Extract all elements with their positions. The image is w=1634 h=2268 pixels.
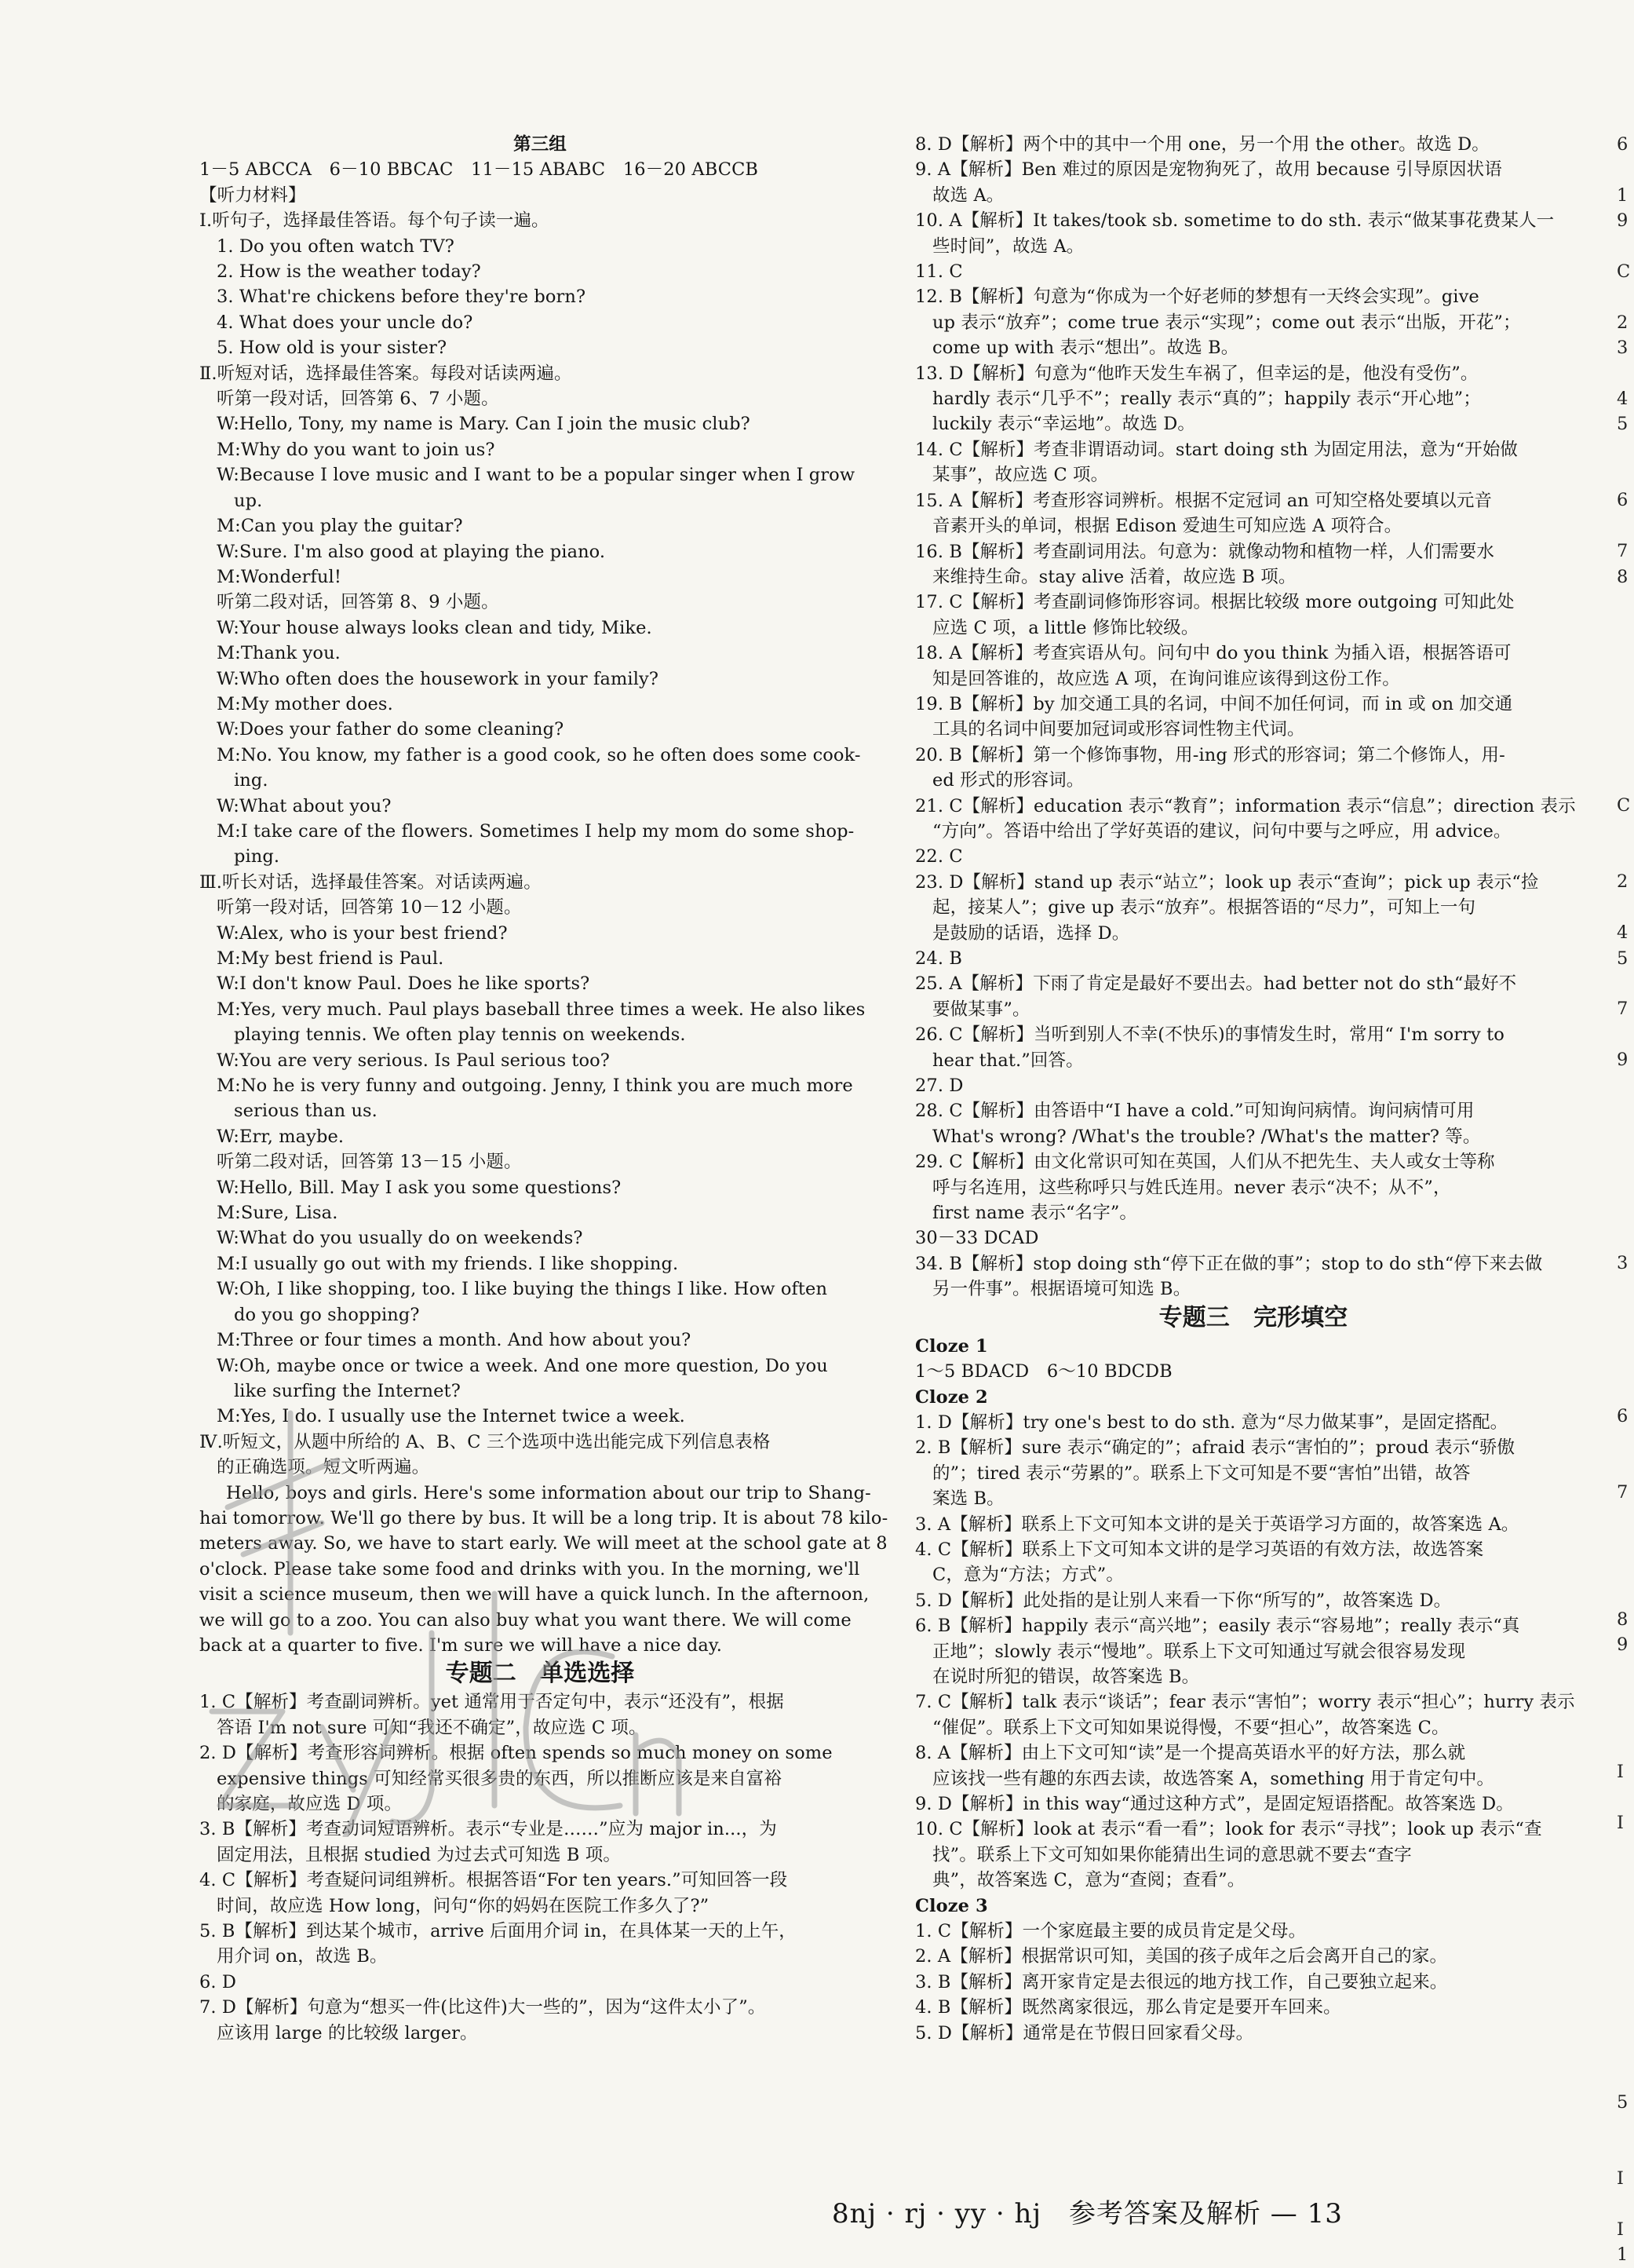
edge-digit — [1617, 1353, 1634, 1378]
right-text-line: C，意为“方法；方式”。 — [932, 1565, 1124, 1586]
left-text-line: ing. — [234, 770, 268, 791]
edge-digit — [1617, 361, 1634, 386]
edge-digit — [1617, 844, 1634, 869]
right-text-line: 13. D【解析】句意为“他昨天发生车祸了，但幸运的是，他没有受伤”。 — [915, 363, 1479, 384]
left-text-line: 4. What does your uncle do? — [217, 312, 473, 333]
left-text-line: W:I don't know Paul. Does he like sports? — [217, 973, 590, 995]
edge-digit — [1617, 2039, 1634, 2064]
right-text-line: 10. A【解析】It takes/took sb. sometime to do sth. 表示“做某事花费某人一 — [915, 210, 1555, 232]
edge-digit: 1 — [1617, 184, 1629, 206]
edge-digit — [1617, 742, 1634, 767]
edge-digit: 2 — [1617, 871, 1629, 893]
edge-digit: I — [1617, 2168, 1624, 2189]
left-text-line: Ⅲ.听长对话，选择最佳答案。对话读两遍。 — [199, 871, 542, 893]
left-text-line: Ⅰ.听句子，选择最佳答语。每个句子读一遍。 — [199, 210, 549, 232]
edge-digit — [1617, 2014, 1634, 2039]
left-text-line: M:Wonderful! — [217, 566, 341, 587]
edge-digit — [1617, 157, 1634, 182]
left-text-line: W:Hello, Tony, my name is Mary. Can I join the music club? — [217, 414, 750, 435]
right-text-line: 案选 B。 — [932, 1488, 1005, 1510]
edge-digit — [1617, 641, 1634, 666]
right-text-line: 7. C【解析】talk 表示“谈话”；fear 表示“害怕”；worry 表示“担心”；hurry 表示 — [915, 1692, 1575, 1713]
left-text-line: like surfing the Internet? — [234, 1380, 461, 1401]
edge-digit — [1617, 1098, 1634, 1123]
edge-digit: 7 — [1617, 999, 1629, 1020]
right-text-line: 21. C【解析】education 表示“教育”；information 表示“信息”；direction 表示 — [915, 795, 1576, 816]
edge-digit — [1617, 1886, 1634, 1912]
left-text-line: M:I usually go out with my friends. I like shopping. — [217, 1253, 679, 1274]
edge-digit — [1617, 1378, 1634, 1403]
right-text-line: come up with 表示“想出”。故选 B。 — [932, 338, 1239, 359]
edge-digit: 1 — [1617, 2244, 1629, 2266]
left-text-line: 3. B【解析】考查动词短语辨析。表示“专业是……”应为 major in...，为 — [199, 1819, 777, 1840]
edge-digit — [1617, 717, 1634, 742]
right-text-line: 4. B【解析】既然离家很远，那么肯定是要开车回来。 — [915, 1997, 1341, 2018]
left-text-line: W:Alex, who is your best friend? — [217, 922, 508, 944]
left-text-line: Ⅱ.听短对话，选择最佳答案。每段对话读两遍。 — [199, 363, 572, 384]
right-text-line: up 表示“放弃”；come true 表示“实现”；come out 表示“出版，开花”； — [932, 312, 1521, 333]
right-text-line: 19. B【解析】by 加交通工具的名词，中间不加任何词，而 in 或 on 加交通 — [915, 693, 1513, 714]
left-text-line: playing tennis. We often play tennis on weekends. — [234, 1024, 686, 1046]
left-text-line: M:Sure, Lisa. — [217, 1203, 338, 1224]
right-text-line: 1. C【解析】一个家庭最主要的成员肯定是父母。 — [915, 1921, 1307, 1942]
left-text-line: M:Thank you. — [217, 643, 341, 664]
right-text-line: 工具的名词中间要加冠词或形容词性物主代词。 — [932, 719, 1305, 740]
left-text-line: 【听力材料】 — [199, 184, 306, 206]
right-text-line: 18. A【解析】考查宾语从句。问句中 do you think 为插入语，根据答语可 — [915, 643, 1512, 664]
left-column — [199, 132, 888, 2046]
edge-digit: I — [1617, 2219, 1624, 2241]
left-text-line: W:Who often does the housework in your family? — [217, 668, 658, 689]
adjacent-page-edge — [1617, 132, 1634, 2268]
edge-digit — [1617, 1327, 1634, 1352]
edge-digit — [1617, 1581, 1634, 1606]
edge-digit — [1617, 1276, 1634, 1302]
right-text-line: 11. C — [915, 261, 963, 283]
left-text-line: M:I take care of the flowers. Sometimes I help my mom do some shop- — [217, 820, 855, 842]
left-text-line: 4. C【解析】考查疑问词组辨析。根据答语“For ten years.”可知回答一段 — [199, 1870, 788, 1891]
left-text-line: W:You are very serious. Is Paul serious too? — [217, 1050, 610, 1071]
edge-digit — [1617, 234, 1634, 259]
edge-digit: 4 — [1617, 388, 1629, 409]
left-text-line: 7. D【解析】句意为“想买一件(比这件)大一些的”，因为“这件太小了”。 — [199, 1997, 766, 2018]
left-text-line: visit a science museum, then we will have a quick lunch. In the afternoon, — [199, 1584, 870, 1605]
edge-digit: 9 — [1617, 1050, 1629, 1071]
right-text-line: 找”。联系上下文可知如果你能猜出生词的意思就不要去“查字 — [932, 1844, 1412, 1865]
right-text-line: 17. C【解析】考查副词修饰形容词。根据比较级 more outgoing 可知此处 — [915, 592, 1515, 613]
edge-digit — [1617, 2065, 1634, 2090]
right-text-line: 知是回答谁的，故应选 A 项，在询问谁应该得到这份工作。 — [932, 668, 1400, 689]
left-text-line: 5. B【解析】到达某个城市，arrive 后面用介词 in，在具体某一天的上午， — [199, 1921, 797, 1942]
left-text-line: W:Because I love music and I want to be a popular singer when I grow — [217, 465, 855, 486]
left-text-line: W:What do you usually do on weekends? — [217, 1228, 583, 1249]
left-text-line: M:Three or four times a month. And how about you? — [217, 1330, 691, 1351]
left-text-line: M:My mother does. — [217, 693, 393, 714]
edge-digit — [1617, 1556, 1634, 1581]
right-text-line: 音素开头的单词，根据 Edison 爱迪生可知应选 A 项符合。 — [932, 516, 1402, 537]
right-text-line: ed 形式的形容词。 — [932, 770, 1085, 791]
left-text-line: 用介词 on，故选 B。 — [217, 1946, 388, 1967]
left-text-line: 听第二段对话，回答第 13－15 小题。 — [217, 1152, 522, 1173]
left-text-line: 的家庭，故应选 D 项。 — [217, 1794, 403, 1814]
right-text-line: 来维持生命。stay alive 活着，故应选 B 项。 — [932, 566, 1297, 587]
page-footer: 8nj · rj · yy · hj 参考答案及解析 — 13 — [832, 2198, 1343, 2230]
edge-digit — [1617, 1174, 1634, 1200]
edge-digit: 2 — [1617, 312, 1629, 333]
right-text-line: 29. C【解析】由文化常识可知在英国，人们从不把先生、夫人或女士等称 — [915, 1152, 1495, 1173]
right-text-line: 的”；tired 表示“劳累的”。联系上下文可知是不要“害怕”出错，故答 — [932, 1463, 1471, 1484]
left-text-line: 听第一段对话，回答第 10－12 小题。 — [217, 897, 522, 919]
left-text-line: do you go shopping? — [234, 1304, 420, 1325]
left-text-line: W:Does your father do some cleaning? — [217, 719, 564, 740]
left-text-line: M:No. You know, my father is a good cook, so he often does some cook- — [217, 744, 861, 765]
right-text-line: 9. D【解析】in this way“通过这种方式”，是固定短语搭配。故答案选 D。 — [915, 1794, 1514, 1814]
right-text-line: 26. C【解析】当听到别人不幸(不快乐)的事情发生时，常用“ I'm sorry to — [915, 1024, 1505, 1046]
edge-digit — [1617, 1989, 1634, 2014]
edge-digit — [1617, 666, 1634, 691]
right-text-line: hear that.”回答。 — [932, 1050, 1084, 1071]
edge-digit — [1617, 1505, 1634, 1530]
edge-digit — [1617, 692, 1634, 717]
right-text-line: 16. B【解析】考查副词用法。句意为：就像动物和植物一样，人们需要水 — [915, 541, 1494, 562]
right-text-line: 某事”，故应选 C 项。 — [932, 465, 1109, 486]
right-text-line: 34. B【解析】stop doing sth“停下正在做的事”；stop to do sth“停下来去做 — [915, 1253, 1543, 1274]
left-text-line: 1. Do you often watch TV? — [217, 236, 454, 257]
edge-digit — [1617, 1454, 1634, 1479]
edge-digit: 9 — [1617, 210, 1629, 232]
right-text-line: What's wrong? /What's the trouble? /What's the matter? 等。 — [932, 1126, 1481, 1147]
left-text-line: 听第二段对话，回答第 8、9 小题。 — [217, 592, 499, 613]
left-text-line: ping. — [234, 846, 280, 867]
left-section-heading: 专题二 单选选择 — [445, 1660, 635, 1688]
left-text-line: 应该用 large 的比较级 larger。 — [217, 2022, 478, 2043]
right-text-line: 30－33 DCAD — [915, 1228, 1039, 1249]
edge-digit — [1617, 1530, 1634, 1555]
right-text-line: 4. C【解析】联系上下文可知本文讲的是学习英语的有效方法，故选答案 — [915, 1539, 1484, 1560]
right-text-line: 1～5 BDACD 6～10 BDCDB — [915, 1361, 1173, 1382]
right-text-line: 故选 A。 — [932, 184, 1005, 206]
edge-digit: I — [1617, 1812, 1624, 1833]
right-text-line: 些时间”，故选 A。 — [932, 236, 1085, 257]
edge-digit — [1617, 462, 1634, 488]
left-text-line: hai tomorrow. We'll go there by bus. It will be a long trip. It is about 78 kilo- — [199, 1507, 888, 1528]
left-text-line: W:Oh, maybe once or twice a week. And one more question, Do you — [217, 1355, 828, 1376]
edge-digit — [1617, 284, 1634, 309]
left-text-line: Hello, boys and girls. Here's some information about our trip to Shang- — [226, 1482, 871, 1503]
right-text-line: 8. D【解析】两个中的其中一个用 one，另一个用 the other。故选 D。 — [915, 134, 1490, 155]
right-text-line: 14. C【解析】考查非谓语动词。start doing sth 为固定用法，意为“开始做 — [915, 439, 1519, 460]
right-text-line: 要做某事”。 — [932, 999, 1030, 1020]
left-text-line: up. — [234, 490, 263, 511]
edge-digit — [1617, 971, 1634, 996]
right-text-line: 27. D — [915, 1076, 964, 1097]
edge-digit: 7 — [1617, 1481, 1629, 1503]
right-subheading: Cloze 1 — [915, 1335, 988, 1357]
edge-digit — [1617, 1912, 1634, 1937]
edge-digit: 8 — [1617, 566, 1629, 587]
right-text-line: 24. B — [915, 948, 962, 969]
edge-digit — [1617, 2192, 1634, 2217]
right-text-line: hardly 表示“几乎不”；really 表示“真的”；happily 表示“开心地”； — [932, 389, 1481, 410]
edge-digit — [1617, 1022, 1634, 1047]
left-group-title: 第三组 — [513, 134, 567, 155]
edge-digit — [1617, 437, 1634, 462]
edge-digit — [1617, 615, 1634, 640]
edge-digit — [1617, 768, 1634, 793]
right-text-line: first name 表示“名字”。 — [932, 1203, 1138, 1224]
left-text-line: 5. How old is your sister? — [217, 338, 447, 359]
right-text-line: 起，接某人”；give up 表示“放弃”。根据答语的“尽力”，可知上一句 — [932, 897, 1476, 919]
edge-digit: 4 — [1617, 922, 1629, 944]
right-text-line: 呼与名连用，这些称呼只与姓氏连用。never 表示“决不；从不”， — [932, 1177, 1451, 1198]
edge-digit: 6 — [1617, 490, 1629, 511]
right-text-line: 典”，故答案选 C，意为“查阅；查看”。 — [932, 1870, 1246, 1891]
right-text-line: 在说时所犯的错误，故答案选 B。 — [932, 1666, 1200, 1687]
right-text-line: 12. B【解析】句意为“你成为一个好老师的梦想有一天终会实现”。give — [915, 287, 1479, 308]
left-text-line: 6. D — [199, 1971, 237, 1992]
edge-digit: 5 — [1617, 2092, 1629, 2113]
left-text-line: W:Hello, Bill. May I ask you some questions? — [217, 1177, 622, 1198]
right-text-line: 22. C — [915, 846, 963, 867]
right-text-line: 1. D【解析】try one's best to do sth. 意为“尽力做某事”，是固定搭配。 — [915, 1412, 1508, 1433]
right-text-line: 另一件事”。根据语境可知选 B。 — [932, 1279, 1191, 1300]
edge-digit: I — [1617, 1762, 1624, 1782]
left-text-line: M:My best friend is Paul. — [217, 948, 444, 969]
right-text-line: 应该找一些有趣的东西去读，故选答案 A，something 用于肯定句中。 — [932, 1768, 1495, 1789]
right-text-line: 28. C【解析】由答语中“I have a cold.”可知询问病情。询问病情可用 — [915, 1101, 1475, 1122]
edge-digit — [1617, 1123, 1634, 1149]
edge-digit: 9 — [1617, 1634, 1629, 1656]
edge-digit: 5 — [1617, 414, 1629, 435]
right-text-line: 3. A【解析】联系上下文可知本文讲的是关于英语学习方面的，故答案选 A。 — [915, 1514, 1519, 1535]
left-text-line: M:Can you play the guitar? — [217, 516, 463, 537]
edge-digit: C — [1617, 795, 1631, 816]
edge-digit — [1617, 1937, 1634, 1963]
left-text-line: M:Yes, very much. Paul plays baseball three times a week. He also likes — [217, 999, 866, 1020]
left-text-line: expensive things 可知经常买很多贵的东西，所以推断应该是来自富裕 — [217, 1768, 782, 1789]
edge-digit — [1617, 1429, 1634, 1454]
right-text-line: 25. A【解析】下雨了肯定是最好不要出去。had better not do sth“最好不 — [915, 973, 1517, 995]
left-text-line: 固定用法，且根据 studied 为过去式可知选 B 项。 — [217, 1844, 621, 1865]
edge-digit — [1617, 513, 1634, 539]
left-text-line: meters away. So, we have to start early. We will meet at the school gate at 8 — [199, 1533, 888, 1554]
left-text-line: 听第一段对话，回答第 6、7 小题。 — [217, 389, 499, 410]
edge-digit: 6 — [1617, 134, 1629, 155]
left-text-line: 2. How is the weather today? — [217, 261, 481, 283]
edge-digit — [1617, 1657, 1634, 1682]
right-text-line: 15. A【解析】考查形容词辨析。根据不定冠词 an 可知空格处要填以元音 — [915, 490, 1493, 511]
left-text-line: M:Why do you want to join us? — [217, 439, 495, 460]
left-text-line: W:Err, maybe. — [217, 1126, 345, 1147]
edge-digit — [1617, 1302, 1634, 1327]
right-text-line: 正地”；slowly 表示“慢地”。联系上下文可知通过写就会很容易发现 — [932, 1641, 1466, 1662]
edge-digit: 3 — [1617, 1253, 1629, 1274]
left-text-line: M:Yes, I do. I usually use the Internet twice a week. — [217, 1406, 685, 1427]
right-subheading: Cloze 2 — [915, 1386, 988, 1408]
left-text-line: serious than us. — [234, 1101, 377, 1122]
edge-digit — [1617, 1072, 1634, 1097]
right-text-line: 20. B【解析】第一个修饰事物，用-ing 形式的形容词；第二个修饰人，用- — [915, 744, 1505, 765]
left-text-line: W:Sure. I'm also good at playing the piano. — [217, 541, 606, 562]
left-text-line: Ⅳ.听短文，从题中所给的 A、B、C 三个选项中选出能完成下列信息表格 — [199, 1431, 771, 1452]
right-text-line: 是鼓励的话语，选择 D。 — [932, 922, 1130, 944]
right-text-line: 2. A【解析】根据常识可知，美国的孩子成年之后会离开自己的家。 — [915, 1946, 1448, 1967]
edge-digit: 6 — [1617, 1405, 1629, 1426]
edge-digit — [1617, 1200, 1634, 1225]
edge-digit — [1617, 1861, 1634, 1886]
edge-digit — [1617, 2115, 1634, 2140]
left-text-line: M:No he is very funny and outgoing. Jenny, I think you are much more — [217, 1076, 853, 1097]
left-text-line: 1－5 ABCCA 6－10 BBCAC 11－15 ABABC 16－20 ABCCB — [199, 159, 759, 181]
left-text-line: we will go to a zoo. You can also buy what you want there. We will come — [199, 1609, 852, 1631]
edge-digit — [1617, 1784, 1634, 1810]
left-text-line: o'clock. Please take some food and drinks with you. In the morning, we'll — [199, 1558, 860, 1580]
right-column — [915, 132, 1592, 2046]
right-text-line: 应选 C 项，a little 修饰比较级。 — [932, 617, 1199, 638]
edge-digit: 3 — [1617, 338, 1629, 359]
left-text-line: W:Your house always looks clean and tidy, Mike. — [217, 617, 652, 638]
left-text-line: 的正确选项。短文听两遍。 — [217, 1457, 430, 1478]
right-text-line: 5. D【解析】通常是在节假日回家看父母。 — [915, 2022, 1254, 2043]
right-subheading: Cloze 3 — [915, 1895, 988, 1916]
edge-digit: 7 — [1617, 541, 1629, 562]
left-text-line: 2. D【解析】考查形容词辨析。根据 often spends so much money on some — [199, 1743, 833, 1764]
edge-digit: 5 — [1617, 948, 1629, 969]
edge-digit — [1617, 1734, 1634, 1759]
right-text-line: 8. A【解析】由上下文可知“读”是一个提高英语水平的好方法，那么就 — [915, 1743, 1466, 1764]
left-text-line: 答语 I'm not sure 可知“我还不确定”，故应选 C 项。 — [217, 1717, 647, 1738]
right-text-line: 2. B【解析】sure 表示“确定的”；afraid 表示“害怕的”；proud 表示“骄傲 — [915, 1437, 1515, 1459]
right-text-line: 5. D【解析】此处指的是让别人来看一下你“所写的”，故答案选 D。 — [915, 1590, 1452, 1611]
left-text-line: 时间，故应选 How long，问句“你的妈妈在医院工作多久了?” — [217, 1895, 709, 1916]
edge-digit: C — [1617, 261, 1631, 282]
edge-digit — [1617, 1683, 1634, 1708]
left-text-line: 1. C【解析】考查副词辨析。yet 通常用于否定句中，表示“还没有”，根据 — [199, 1692, 784, 1713]
edge-digit — [1617, 1708, 1634, 1733]
right-text-line: 9. A【解析】Ben 难过的原因是宠物狗死了，故用 because 引导原因状语 — [915, 159, 1502, 181]
edge-digit — [1617, 1963, 1634, 1988]
edge-digit — [1617, 819, 1634, 844]
left-text-line: W:Oh, I like shopping, too. I like buying the things I like. How often — [217, 1279, 828, 1300]
left-text-line: 3. What're chickens before they're born? — [217, 287, 586, 308]
right-text-line: luckily 表示“幸运地”。故选 D。 — [932, 414, 1195, 435]
edge-digit — [1617, 2141, 1634, 2166]
right-text-line: 10. C【解析】look at 表示“看一看”；look for 表示“寻找”；look up 表示“查 — [915, 1819, 1542, 1840]
edge-digit — [1617, 895, 1634, 920]
edge-digit — [1617, 1225, 1634, 1251]
edge-digit — [1617, 1149, 1634, 1174]
right-text-line: 3. B【解析】离开家肯定是去很远的地方找工作，自己要独立起来。 — [915, 1971, 1448, 1992]
edge-digit: 8 — [1617, 1609, 1629, 1630]
right-text-line: 6. B【解析】happily 表示“高兴地”；easily 表示“容易地”；really 表示“真 — [915, 1616, 1520, 1637]
edge-digit — [1617, 1835, 1634, 1861]
right-text-line: “方向”。答语中给出了学好英语的建议，问句中要与之呼应，用 advice。 — [932, 820, 1512, 842]
left-text-line: W:What about you? — [217, 795, 392, 816]
right-text-line: “催促”。联系上下文可知如果说得慢，不要“担心”，故答案选 C。 — [932, 1717, 1450, 1738]
left-text-line: back at a quarter to five. I'm sure we will have a nice day. — [199, 1634, 722, 1656]
right-text-line: 23. D【解析】stand up 表示“站立”；look up 表示“查询”；pick up 表示“捡 — [915, 871, 1539, 893]
edge-digit — [1617, 590, 1634, 615]
right-section-heading: 专题三 完形填空 — [1158, 1303, 1348, 1331]
